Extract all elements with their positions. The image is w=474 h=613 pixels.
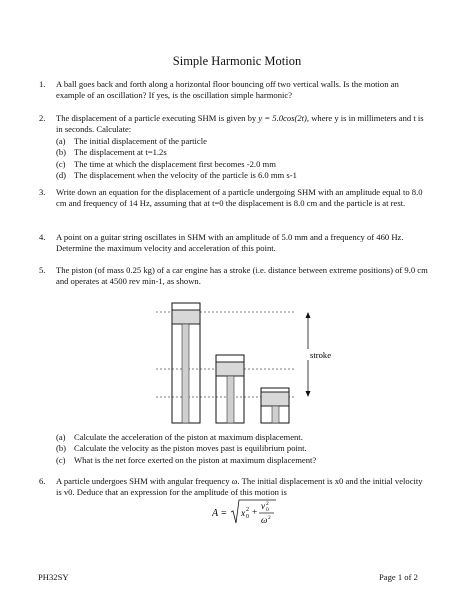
- svg-text:0: 0: [266, 507, 269, 513]
- svg-text:x: x: [241, 509, 246, 519]
- question-3: [39, 187, 428, 210]
- question-part: (c) What is the net force exerted on the piston at maximum displacement?: [56, 454, 317, 465]
- question-part: (d) The displacement when the velocity of the particle is 6.0 mm s-1: [56, 170, 297, 181]
- page-title: Simple Harmonic Motion: [172, 54, 302, 68]
- question-number: 4.: [39, 232, 46, 242]
- question-part: (a) The initial displacement of the particle: [56, 135, 207, 146]
- question-4: [39, 232, 428, 255]
- question-1: [39, 79, 428, 102]
- stroke-arrow-head-top: [306, 312, 311, 318]
- piston-rod-3: [272, 406, 279, 423]
- question-number: 3.: [39, 187, 46, 197]
- svg-text:2: 2: [246, 507, 249, 513]
- displacement-equation: y = 5.0cos(2t): [258, 113, 307, 123]
- svg-text:0: 0: [246, 514, 249, 520]
- question-part: (a) Calculate the acceleration of the piston at maximum displacement.: [56, 432, 303, 442]
- question-number: 6.: [39, 476, 46, 486]
- question-text: The displacement of a particle executing SHM is given by y = 5.0cos(2t), where y is in millimeters and t is in seconds. Calculate:: [56, 113, 424, 135]
- question-number: 1.: [39, 79, 46, 89]
- svg-text:=: =: [221, 508, 227, 519]
- piston-head-3: [261, 392, 289, 406]
- svg-text:ω: ω: [261, 515, 268, 525]
- piston-head-2: [216, 362, 244, 376]
- question-text: A particle undergoes SHM with angular frequency ω. The initial displacement is x0 and the initial velocity is v0. Deduce that an expression for the amplitude of this motion is: [56, 476, 423, 498]
- question-text: Write down an equation for the displacement of a particle undergoing SHM with an amplitude equal to 8.0 cm and frequency of 14 Hz, assuming that at t=0 the displacement is 8.0 cm and the particle is at rest.: [56, 187, 423, 209]
- question-part: (b) The displacement at t=1.2s: [56, 147, 167, 158]
- footer-page-number: Page 1 of 2: [379, 572, 418, 582]
- svg-text:A: A: [212, 508, 219, 519]
- question-number: 5.: [39, 265, 46, 275]
- piston-diagram: [150, 300, 340, 428]
- amplitude-formula: [212, 496, 278, 530]
- question-number: 2.: [39, 113, 46, 123]
- question-2: [39, 113, 428, 181]
- question-5-parts: [56, 432, 428, 466]
- question-part: (b) Calculate the velocity as the piston moves past is equilibrium point.: [56, 443, 307, 454]
- piston-rod-2: [227, 376, 234, 423]
- svg-text:2: 2: [266, 501, 269, 507]
- stroke-label: stroke: [310, 350, 332, 360]
- svg-text:2: 2: [268, 515, 271, 521]
- footer-course-code: PH32SY: [38, 572, 69, 582]
- question-text: A point on a guitar string oscillates in SHM with an amplitude of 5.0 mm and a frequency of 460 Hz. Determine the maximum velocity and acceleration of this point.: [56, 232, 404, 254]
- question-part: (c) The time at which the displacement first becomes -2.0 mm: [56, 158, 276, 169]
- svg-text:+: +: [252, 508, 258, 518]
- piston-head-1: [172, 310, 200, 324]
- svg-text:v: v: [261, 501, 265, 511]
- stroke-arrow-head-bottom: [306, 391, 311, 397]
- question-text: A ball goes back and forth along a horizontal floor bouncing off two vertical walls. Is the motion an example of an oscillation? If yes, is the oscillation simple harmonic?: [56, 79, 399, 101]
- question-5: [39, 265, 428, 288]
- question-text: The piston (of mass 0.25 kg) of a car engine has a stroke (i.e. distance between extreme positions) of 9.0 cm and operates at 4500 rev min-1, as shown.: [56, 265, 428, 287]
- piston-rod-1: [182, 324, 189, 423]
